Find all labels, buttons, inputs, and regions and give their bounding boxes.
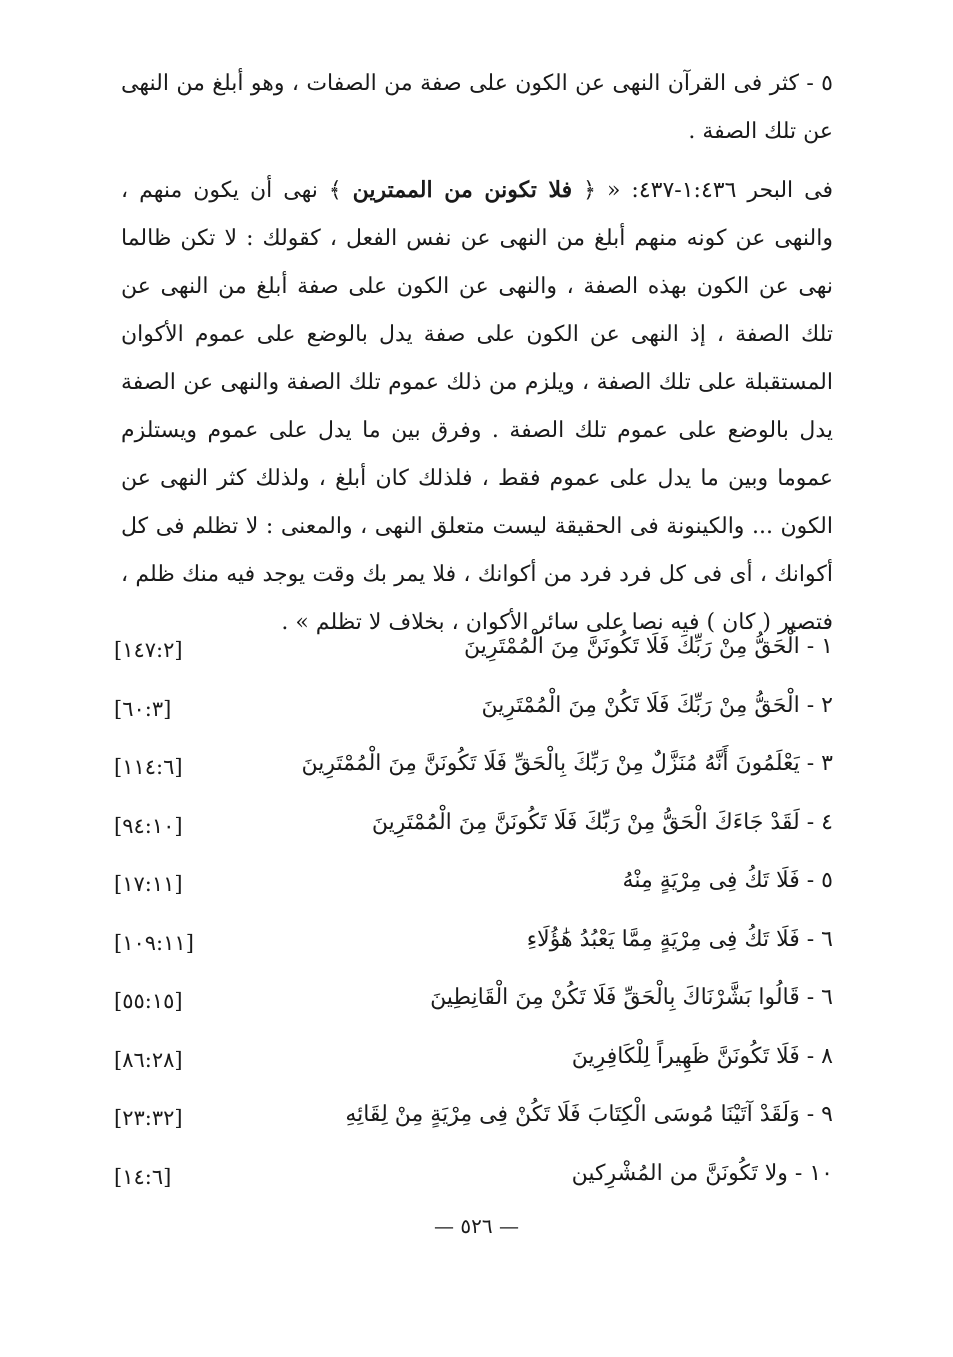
verse-item	[108, 979, 833, 1038]
verse-text: ٣ - يَعْلَمُونَ أَنَّهُ مُنَزَّلٌ مِنْ رَبِّكَ بِالْحَقِّ فَلَا تَكُونَنَّ مِنَ الْمُمْتَرِينَ	[301, 751, 833, 776]
verse-item	[108, 745, 833, 804]
verse-item	[108, 628, 833, 687]
bahr-quote: فلا تكونن من الممترين	[352, 177, 573, 203]
verse-reference: [١٠٩:١١]	[114, 930, 194, 955]
verse-item	[108, 804, 833, 863]
bahr-paragraph	[121, 166, 833, 647]
verse-item	[108, 687, 833, 746]
verse-reference: [٥٥:١٥]	[114, 989, 183, 1013]
verse-text: ١ - الْحَقُّ مِنْ رَبِّكَ فَلَا تَكُونَنَّ مِنَ الْمُمْتَرِينَ	[464, 634, 833, 659]
verse-list	[108, 628, 833, 1213]
verse-reference: [٩٤:١٠]	[114, 813, 183, 838]
verse-reference: [٦٠:٣]	[114, 696, 172, 721]
note-paragraph: ٥ - كثر فى القرآن النهى عن الكون على صفة من الصفات ، وهو أبلغ من النهى عن تلك الصفة .	[121, 71, 833, 144]
verse-text: ٢ - الْحَقُّ مِنْ رَبِّكَ فَلَا تَكُنْ مِنَ الْمُمْتَرِينَ	[481, 692, 833, 718]
bahr-rest: ﴾ نهى أن يكون منهم ، والنهى عن كونه منهم أبلغ من النهى عن نفس الفعل ، كقولك : لا تكن ظالما نهى عن الكون بهذه الصفة ، والنهى عن الكون على صفة أبلغ من النهى عن تلك الصفة ، إذ النهى عن الكون على صفة يدل بالوضع على عموم الأكوان المستقبلة على تلك الصفة ، ويلزم من ذلك عموم تلك الصفة والنهى عن الصفة يدل بالوضع على عموم تلك الصفة . وفرق بين ما يدل على عموم ويستلزم عموما وبين ما يدل على عموم فقط ، فلذلك كان أبلغ ، ولذلك كثر النهى عن الكون ... والكينونة فى الحقيقة ليست متعلق النهى ، والمعنى : لا تظلم فى كل أكوانك ، أى فى كل فرد فرد من أكوانك ، فلا يمر بك وقت يوجد فيه منك ظلم ، فتصير ( كان ) فيه نصا على سائر الأكوان ، بخلاف لا تظلم » .	[121, 178, 833, 635]
verse-text: ٦ - قَالُوا بَشَّرْنَاكَ بِالْحَقِّ فَلَا تَكُنْ مِنَ الْقَانِطِينَ	[430, 985, 833, 1010]
verse-text: ٩ - وَلَقَدْ آتَيْنَا مُوسَى الْكِتَابَ فَلَا تَكُنْ فِى مِرْيَةٍ مِنْ لِقَائِهِ	[345, 1102, 833, 1127]
verse-text: ٥ - فَلَا تَكُ فِى مِرْيَةٍ مِنْهُ	[622, 868, 833, 893]
bahr-intro: فى البحر ١:٤٣٦-٤٣٧: « ﴿	[572, 178, 833, 203]
verse-text: ٨ - فَلَا تَكُونَنَّ ظَهِيراً لِلْكَافِرِينَ	[571, 1043, 833, 1069]
verse-item	[108, 1096, 833, 1155]
verse-reference: [٢٣:٣٢]	[114, 1106, 183, 1130]
verse-text: ٤ - لَقَدْ جَاءَكَ الْحَقُّ مِنْ رَبِّكَ فَلَا تَكُونَنَّ مِنَ الْمُمْتَرِينَ	[371, 809, 833, 835]
verse-reference: [١٤٧:٢]	[114, 638, 183, 662]
verse-text: ١٠ - ولا تَكُونَنَّ من المُشْرِكين	[571, 1160, 833, 1186]
verse-item	[108, 1155, 833, 1214]
verse-item	[108, 921, 833, 980]
verse-item	[108, 1038, 833, 1097]
verse-reference: [٨٦:٢٨]	[114, 1047, 183, 1072]
page-number: — ٥٢٦ —	[434, 1214, 519, 1238]
verse-item	[108, 862, 833, 921]
verse-reference: [١٧:١١]	[114, 872, 183, 896]
verse-reference: [١٤:٦]	[114, 1164, 172, 1189]
verse-reference: [١١٤:٦]	[114, 755, 183, 779]
verse-text: ٦ - فَلَا تَكُ فِى مِرْيَةٍ مِمَّا يَعْبُدُ هَٰؤُلَاءِ	[526, 926, 833, 952]
